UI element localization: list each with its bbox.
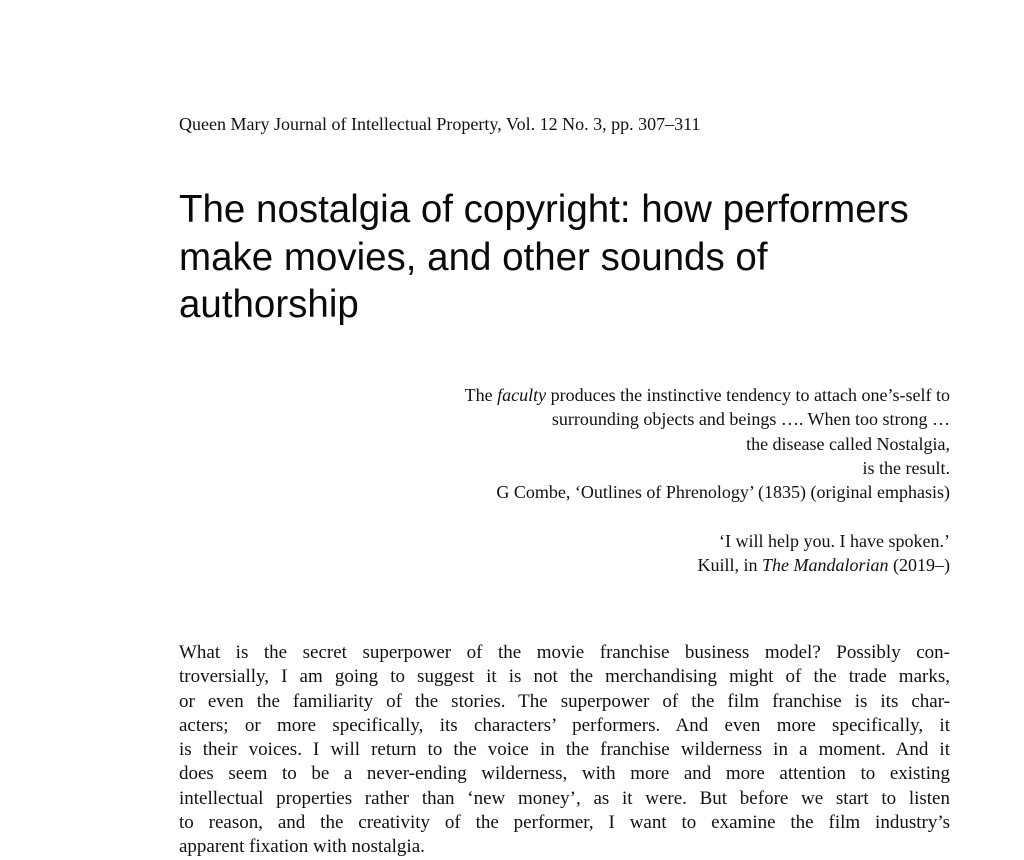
epigraph-attribution (697, 553, 950, 577)
body-line: to reason, and the creativity of the performer, I want to examine the film industry’s (179, 812, 950, 834)
epigraph-line (465, 383, 950, 407)
epigraph-mandalorian (697, 529, 950, 578)
epigraph-quote: ‘I will help you. I have spoken.’ (719, 531, 950, 551)
epigraph-line: the disease called Nostalgia, (746, 433, 950, 454)
journal-citation-header: Queen Mary Journal of Intellectual Property, Vol. 12 No. 3, pp. 307–311 (179, 114, 701, 134)
body-line: or even the familiarity of the stories. The superpower of the film franchise is its char- (179, 690, 950, 712)
epigraph-text: produces the instinctive tendency to attach one’s-self to (546, 385, 950, 405)
body-line: What is the secret superpower of the movie franchise business model? Possibly con- (179, 642, 950, 663)
body-paragraph (179, 641, 950, 860)
epigraph-line: is the result. (862, 457, 950, 478)
body-line: intellectual properties rather than ‘new money’, as it were. But before we start to listen (179, 787, 950, 809)
body-line: apparent fixation with nostalgia. (179, 836, 425, 858)
article-title (179, 186, 979, 329)
epigraph-text: Kuill, in (697, 555, 762, 576)
body-line: acters; or more specifically, its characters’ performers. And even more specifically, it (179, 714, 950, 736)
title-line: make movies, and other sounds of (179, 235, 768, 279)
title-line: The nostalgia of copyright: how performers (179, 188, 909, 231)
body-line: does seem to be a never-ending wilderness, with more and more attention to existing (179, 763, 950, 785)
epigraph-attribution: G Combe, ‘Outlines of Phrenology’ (1835) (original emphasis) (496, 482, 950, 503)
epigraph-phrenology (465, 383, 950, 504)
body-line: troversially, I am going to suggest it is not the merchandising might of the trade marks, (179, 666, 950, 688)
epigraph-text: (2019–) (888, 555, 950, 576)
epigraph-emphasis: faculty (497, 385, 547, 405)
epigraph-line: surrounding objects and beings …. When too strong … (551, 409, 950, 430)
body-line: is their voices. I will return to the voice in the franchise wilderness in a moment. And it (179, 739, 950, 761)
epigraph-emphasis: The Mandalorian (761, 555, 889, 576)
title-line: authorship (179, 283, 359, 326)
epigraph-text: The (464, 385, 498, 405)
